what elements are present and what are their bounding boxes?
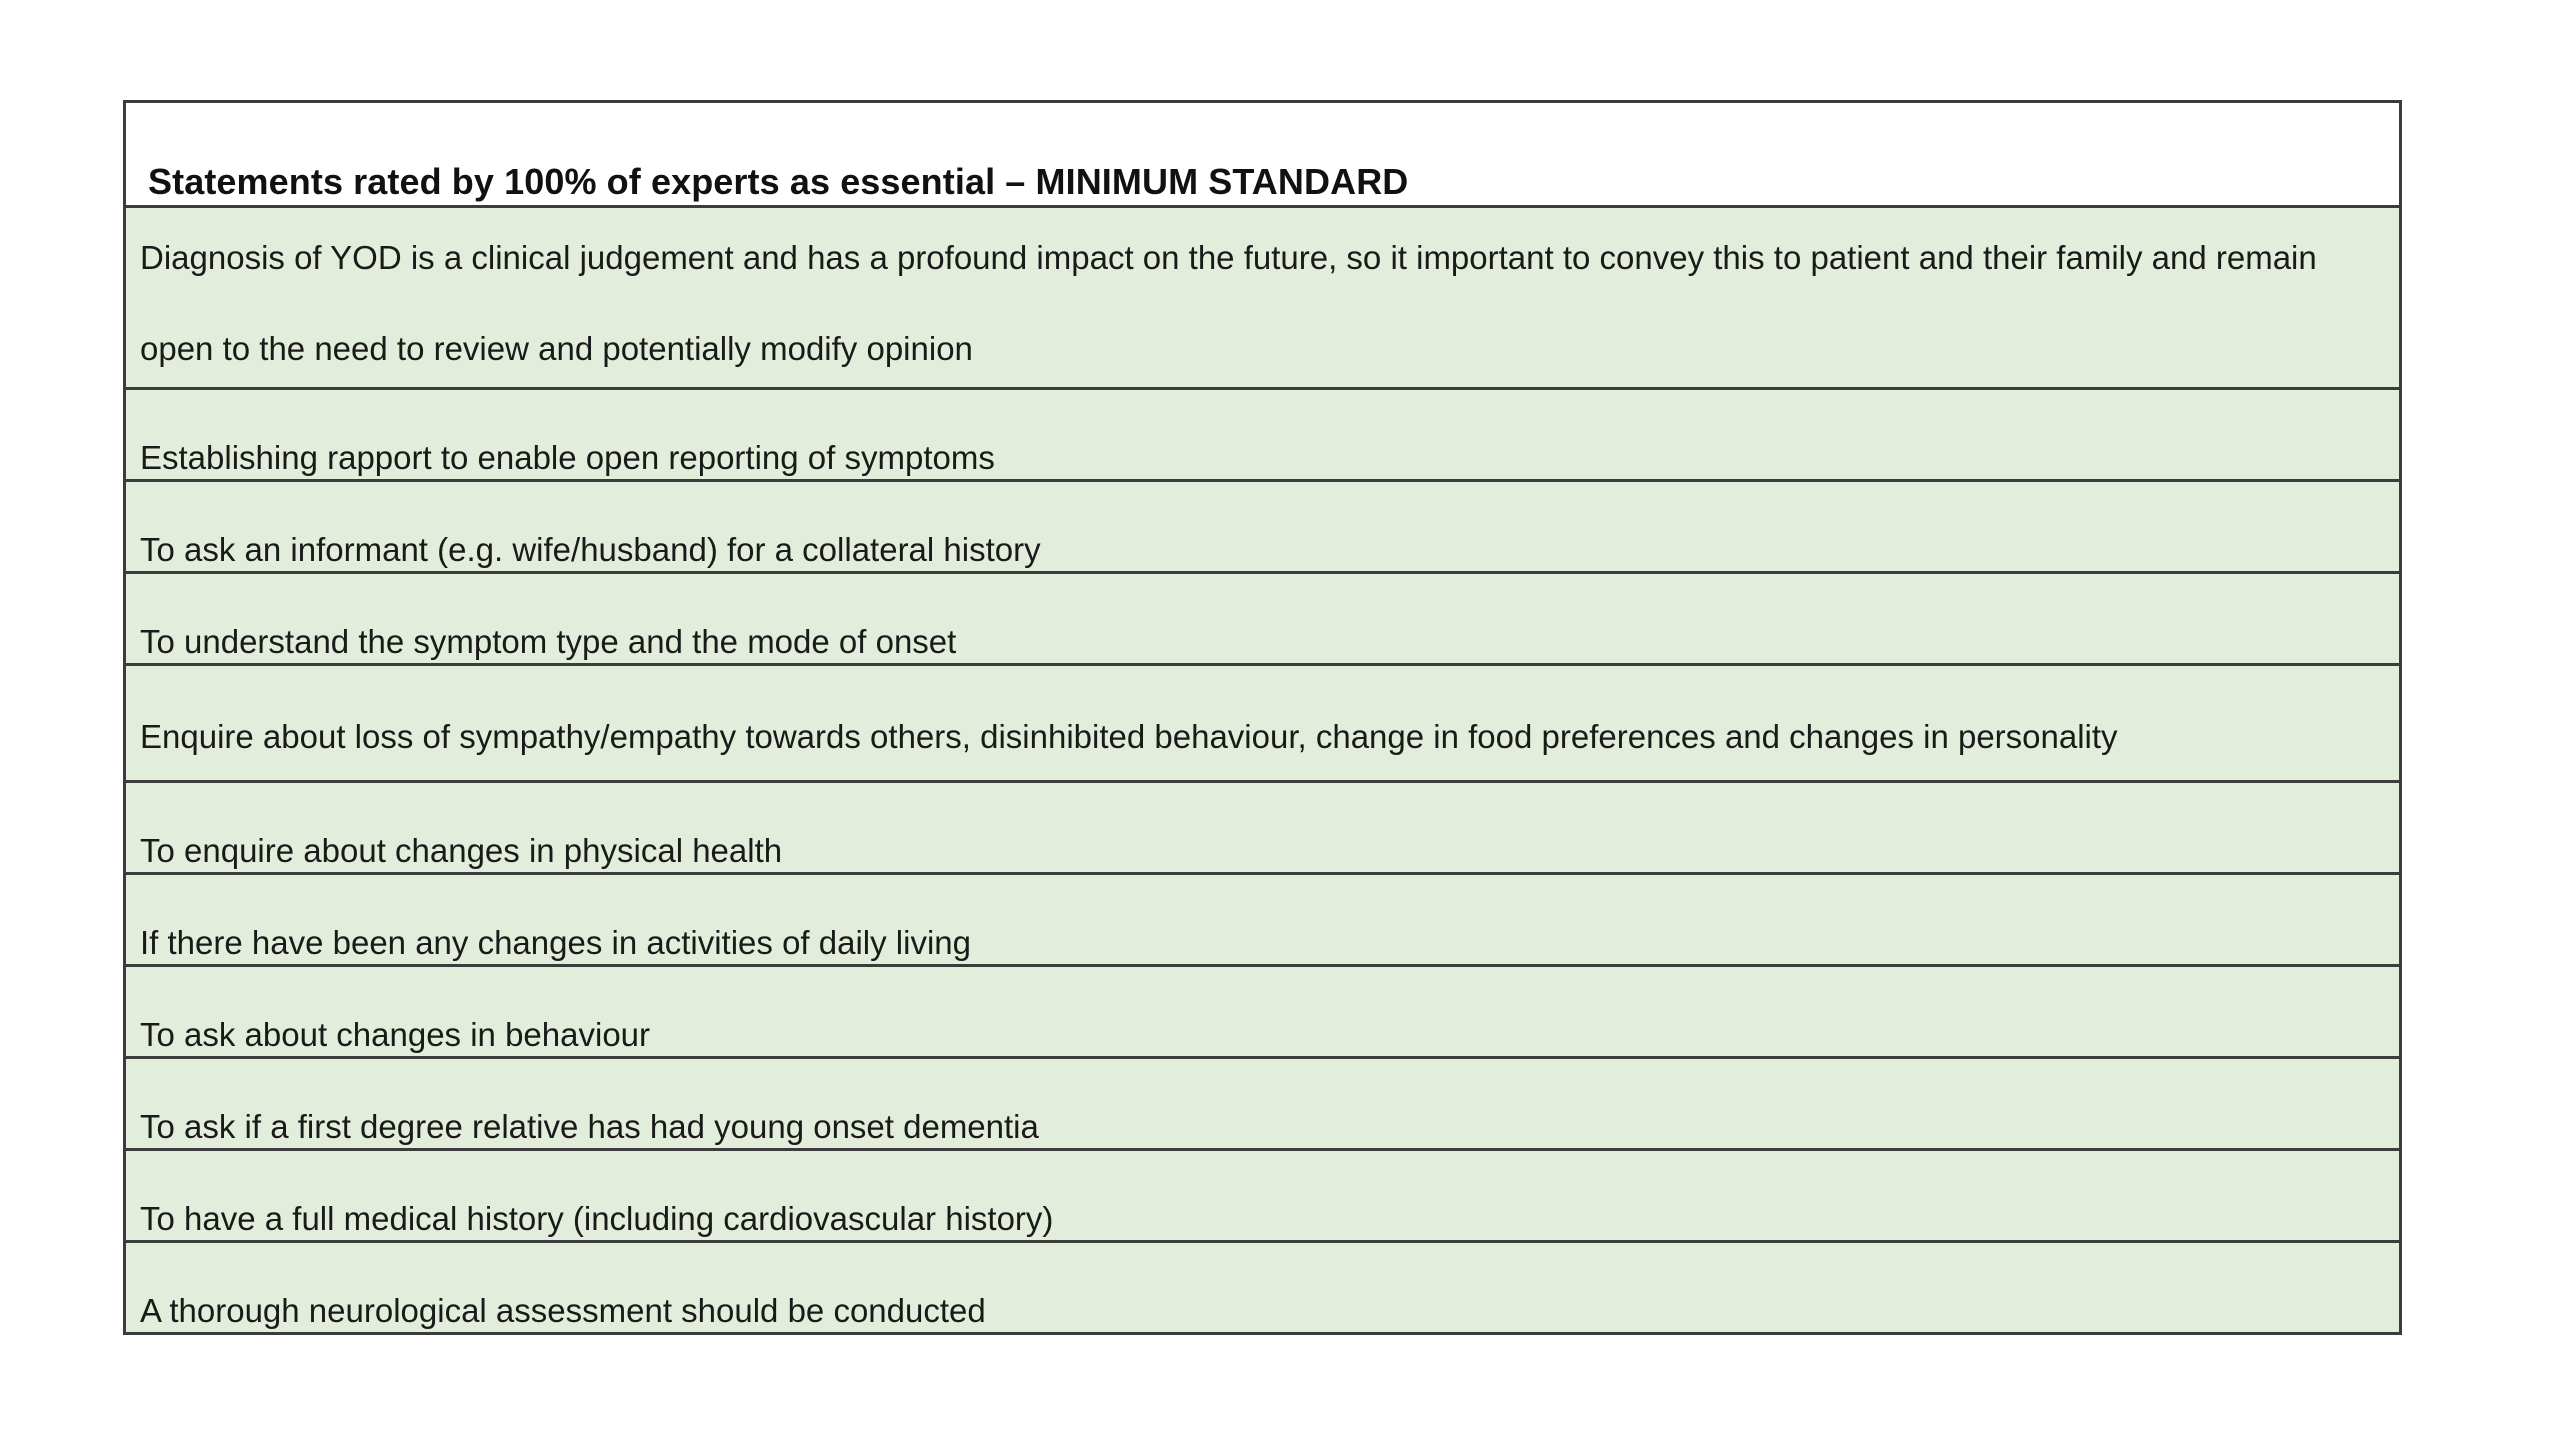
table-row: [126, 1059, 2399, 1151]
statement-text: To ask an informant (e.g. wife/husband) for a collateral history: [140, 531, 1041, 568]
table-row: [126, 666, 2399, 783]
statement-text: To have a full medical history (including cardiovascular history): [140, 1200, 1054, 1237]
table-row: [126, 482, 2399, 574]
table-row: [126, 1243, 2399, 1332]
statements-table: [123, 100, 2402, 1335]
table-row: [126, 1151, 2399, 1243]
table-row: [126, 875, 2399, 967]
table-rows: [126, 208, 2399, 1332]
table-title: Statements rated by 100% of experts as essential – MINIMUM STANDARD: [148, 161, 1409, 202]
table-row: [126, 967, 2399, 1059]
table-row: [126, 574, 2399, 666]
statement-text: Establishing rapport to enable open reporting of symptoms: [140, 439, 995, 476]
table-row: [126, 783, 2399, 875]
statement-text: Diagnosis of YOD is a clinical judgement and has a profound impact on the future, so it important to convey this to patient and their family and remain open to the need to review and potentially modify opinion: [140, 239, 2317, 367]
statement-text: To ask if a first degree relative has had young onset dementia: [140, 1108, 1039, 1145]
statement-text: If there have been any changes in activities of daily living: [140, 924, 971, 961]
statement-text: To enquire about changes in physical health: [140, 832, 783, 869]
table-header: [126, 103, 2399, 208]
table-row: [126, 390, 2399, 482]
statement-text: To understand the symptom type and the mode of onset: [140, 623, 957, 660]
table-row: [126, 208, 2399, 390]
statement-text: To ask about changes in behaviour: [140, 1016, 651, 1053]
statement-text: Enquire about loss of sympathy/empathy towards others, disinhibited behaviour, change in food preferences and changes in personality: [140, 718, 2118, 755]
statement-text: A thorough neurological assessment should be conducted: [140, 1292, 986, 1329]
